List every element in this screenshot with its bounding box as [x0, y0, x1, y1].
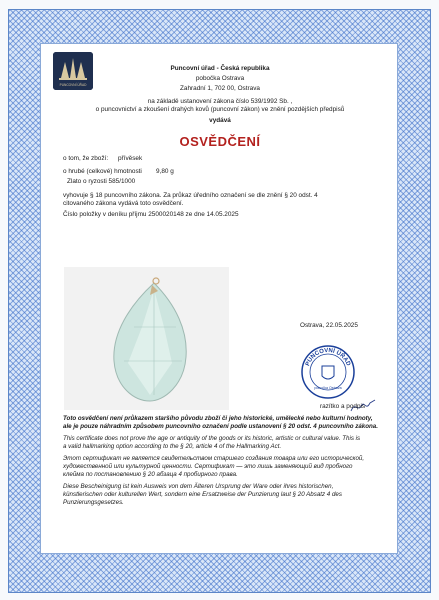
certificate-title: OSVĚDČENÍ [179, 134, 261, 149]
item-weight-value: 9,80 g [156, 168, 174, 175]
place-and-date: Ostrava, 22.05.2025 [300, 322, 358, 329]
office-address: Zahradní 1, 702 00, Ostrava [180, 85, 260, 92]
disclaimer-de-1: Diese Bescheinigung ist kein Ausweis von dem Älteren Ursprung der Ware oder ihres historischen, [63, 483, 334, 490]
law-reference-2: o puncovnictví a zkoušení drahých kovů (puncovní zákon) ve znění pozdějších předpisů [95, 106, 345, 113]
issues-label: vydává [209, 117, 231, 124]
disclaimer-de-2: künstlerischen oder kulturellen Wert, sondern eine Ersatzweise der Punzierung laut § 20 Absatz 4 des [63, 491, 342, 498]
stamp-text: PUNCOVNÍ ÚŘAD [305, 347, 351, 367]
compliance-text-2: citovaného zákona vydává toto osvědčení. [63, 200, 184, 207]
item-weight-label: o hrubé (celkové) hmotnosti [63, 168, 142, 175]
disclaimer-ru-3: клейма по постановлению § 20 абзаца 4 пробирного права. [63, 471, 238, 478]
disclaimer-ru-1: Этот сертификат не является свидетельством старшего создания товара или его исторической, [63, 455, 365, 462]
disclaimer-en-1: This certificate does not prove the age or antiquity of the goods or its historic, artistic or cultural value. This is [63, 435, 361, 442]
item-purity: Zlato o ryzosti 585/1000 [67, 178, 136, 185]
compliance-text: vyhovuje § 18 puncovního zákona. Za průkaz úředního označení se dle znění § 20 odst. 4 [63, 192, 318, 199]
item-about-label: o tom, že zboží: [63, 155, 109, 162]
disclaimer-cz-1: Toto osvědčení není průkazem staršího původu zboží či jeho historické, umělecké nebo kulturní hodnoty, [63, 415, 373, 422]
office-name: Puncovní úřad - Česká republika [170, 65, 270, 72]
stamp-caption: razítko a podpis [320, 403, 366, 410]
disclaimer-en-2: a valid hallmarking option according to the § 20, article 4 of the Hallmarking Act. [63, 443, 282, 450]
official-stamp [300, 344, 356, 400]
law-reference: na základě ustanovení zákona číslo 539/1992 Sb. , [147, 98, 293, 105]
item-photo [64, 267, 229, 410]
record-number: Číslo položky v deníku příjmu 2500020148 ze dne 14.05.2025 [63, 211, 239, 218]
stamp-subtext: pobočka Ostrava [314, 386, 342, 390]
item-about-value: přívěsek [118, 155, 143, 162]
disclaimer-de-3: Punzierungsgesetzes. [63, 499, 124, 506]
logo-caption: PUNCOVNÍ ÚŘAD [59, 83, 87, 87]
office-branch: pobočka Ostrava [195, 75, 245, 82]
disclaimer-cz-2: ale je pouze náhradním způsobem puncovního označení podle ustanovení § 20 odst. 4 puncovního zákona. [63, 423, 378, 430]
disclaimer-ru-2: художественной или культурной ценности. Сертификат — это лишь заменяющий вид пробного [63, 463, 353, 470]
